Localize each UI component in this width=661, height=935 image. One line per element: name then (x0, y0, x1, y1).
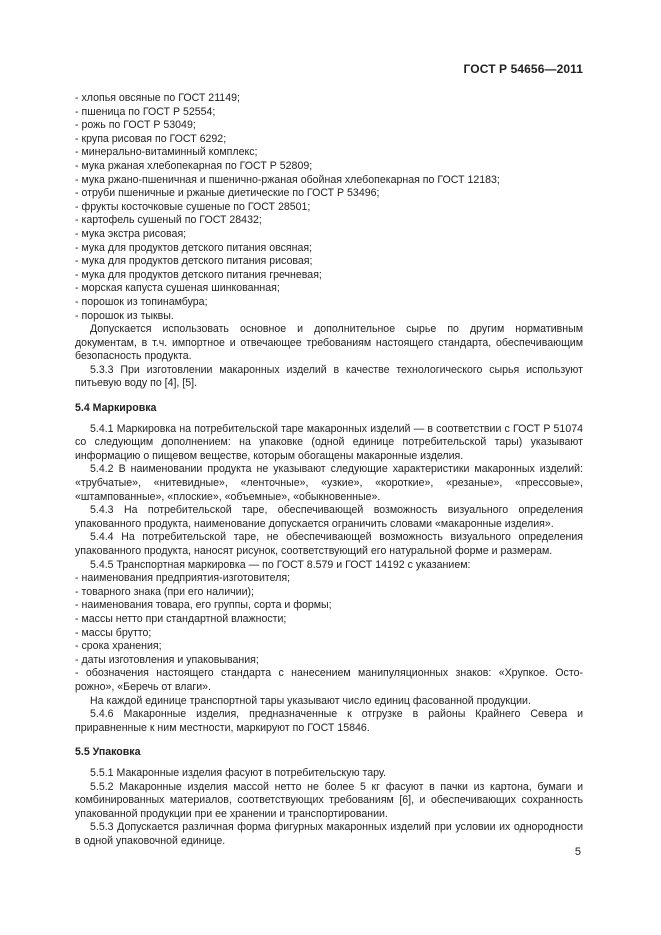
list-item-wrapped-continuation: рожно», «Беречь от влаги». (75, 680, 211, 693)
list-item: - мука для продуктов детского питания овсяная; (75, 242, 583, 256)
list-item: - фрукты косточковые сушеные по ГОСТ 28501; (75, 201, 583, 215)
list-item: - рожь по ГОСТ Р 53049; (75, 119, 583, 133)
list-item-line: - обозначения настоящего стандарта с нанесением манипуляционных знаков: «Хрупкое. Осто- (75, 667, 583, 680)
list-item: - мука ржано-пшеничная и пшенично-ржаная обойная хлебопекарная по ГОСТ 12183; (75, 174, 583, 188)
list-item: - мука экстра рисовая; (75, 228, 583, 242)
paragraph-5-5-2: 5.5.2 Макаронные изделия массой нетто не более 5 кг фасуют в пачки из картона, бумаги и комбинированных материалов, соответствующих требованиям [6], и обеспечивающих сохранность упакованной продукции при ее хранении и транспортировании. (75, 780, 583, 820)
paragraph-5-3-3: 5.3.3 При изготовлении макаронных изделий в качестве технологического сырья используют питьевую воду по [4], [5]. (75, 363, 583, 390)
paragraph-5-4-3: 5.4.3 На потребительской таре, обеспечивающей возможность визуального определения упакованного продукта, наименование допускается ограничить словами «макаронные изделия». (75, 504, 583, 530)
list-item: - мука для продуктов детского питания гречневая; (75, 269, 583, 283)
paragraph-5-4-4: 5.4.4 На потребительской таре, не обеспечивающей возможность визуального определения упакованного продукта, наносят рисунок, соответствующий его натуральной форме и размерам. (75, 531, 583, 557)
paragraph-5-5-1: 5.5.1 Макаронные изделия фасуют в потребительскую тару. (90, 766, 387, 779)
paragraph: На каждой единице транспортной тары указывают число единиц фасованной продукции. (90, 694, 531, 707)
page-number: 5 (574, 846, 581, 858)
paragraph-5-5-3: 5.5.3 Допускается различная форма фигурных макаронных изделий при условии их однородности в одной упаковочной единице. (75, 821, 583, 847)
list-item-wrapped (75, 667, 583, 681)
list-item: - минерально-витаминный комплекс; (75, 146, 583, 160)
list-item: - массы нетто при стандартной влажности; (75, 613, 583, 627)
list-item: - даты изготовления и упаковывания; (75, 654, 583, 668)
list-item: - мука ржаная хлебопекарная по ГОСТ Р 52809; (75, 160, 583, 174)
marking-list (75, 572, 583, 694)
list-item: - порошок из тыквы. (75, 310, 583, 324)
list-item: - мука для продуктов детского питания рисовая; (75, 255, 583, 269)
list-item: - отруби пшеничные и ржаные диетические по ГОСТ Р 53496; (75, 187, 583, 201)
paragraph: Допускается использовать основное и дополнительное сырье по другим нормативным документам, в т.ч. импортное и отвечающее требованиям настоящего стандарта, обеспечивающим безопасность продукта. (75, 323, 583, 363)
paragraph-5-4-6: 5.4.6 Макаронные изделия, предназначенные к отгрузке в районы Крайнего Севера и приравненные к ним местности, маркируют по ГОСТ 15846. (75, 708, 583, 734)
list-item: - хлопья овсяные по ГОСТ 21149; (75, 92, 583, 106)
list-item: - наименования предприятия-изготовителя; (75, 572, 583, 586)
list-item: - пшеница по ГОСТ Р 52554; (75, 106, 583, 120)
list-item: - массы брутто; (75, 627, 583, 641)
list-item: - картофель сушеный по ГОСТ 28432; (75, 214, 583, 228)
list-item: - товарного знака (при его наличии); (75, 586, 583, 600)
paragraph-5-4-5: 5.4.5 Транспортная маркировка — по ГОСТ 8.579 и ГОСТ 14192 с указанием: (90, 558, 471, 571)
paragraph-5-4-2: 5.4.2 В наименовании продукта не указывают следующие характеристики макаронных изделий: «трубчатые», «нитевидные», «ленточные», «узкие», «короткие», «резаные», «прессовые», «штампованные», «плоские», «объемные», «обыкновенные». (75, 463, 583, 503)
ingredients-list (75, 92, 583, 323)
page-content (75, 92, 583, 848)
list-item: - наименования товара, его группы, сорта и формы; (75, 599, 583, 613)
section-heading-5-4: 5.4 Маркировка (75, 402, 157, 415)
list-item: - срока хранения; (75, 640, 583, 654)
list-item: - морская капуста сушеная шинкованная; (75, 282, 583, 296)
document-id: ГОСТ Р 54656—2011 (463, 62, 583, 76)
list-item: - крупа рисовая по ГОСТ 6292; (75, 133, 583, 147)
list-item: - порошок из топинамбура; (75, 296, 583, 310)
section-heading-5-5: 5.5 Упаковка (75, 746, 141, 759)
paragraph-5-4-1: 5.4.1 Маркировка на потребительской таре макаронных изделий — в соответствии с ГОСТ Р 51074 со следующим дополнением: на упаковке (одной единице потребительской тары) указывают информацию о пищевом веществе, которым обогащены макаронные изделия. (75, 422, 583, 462)
